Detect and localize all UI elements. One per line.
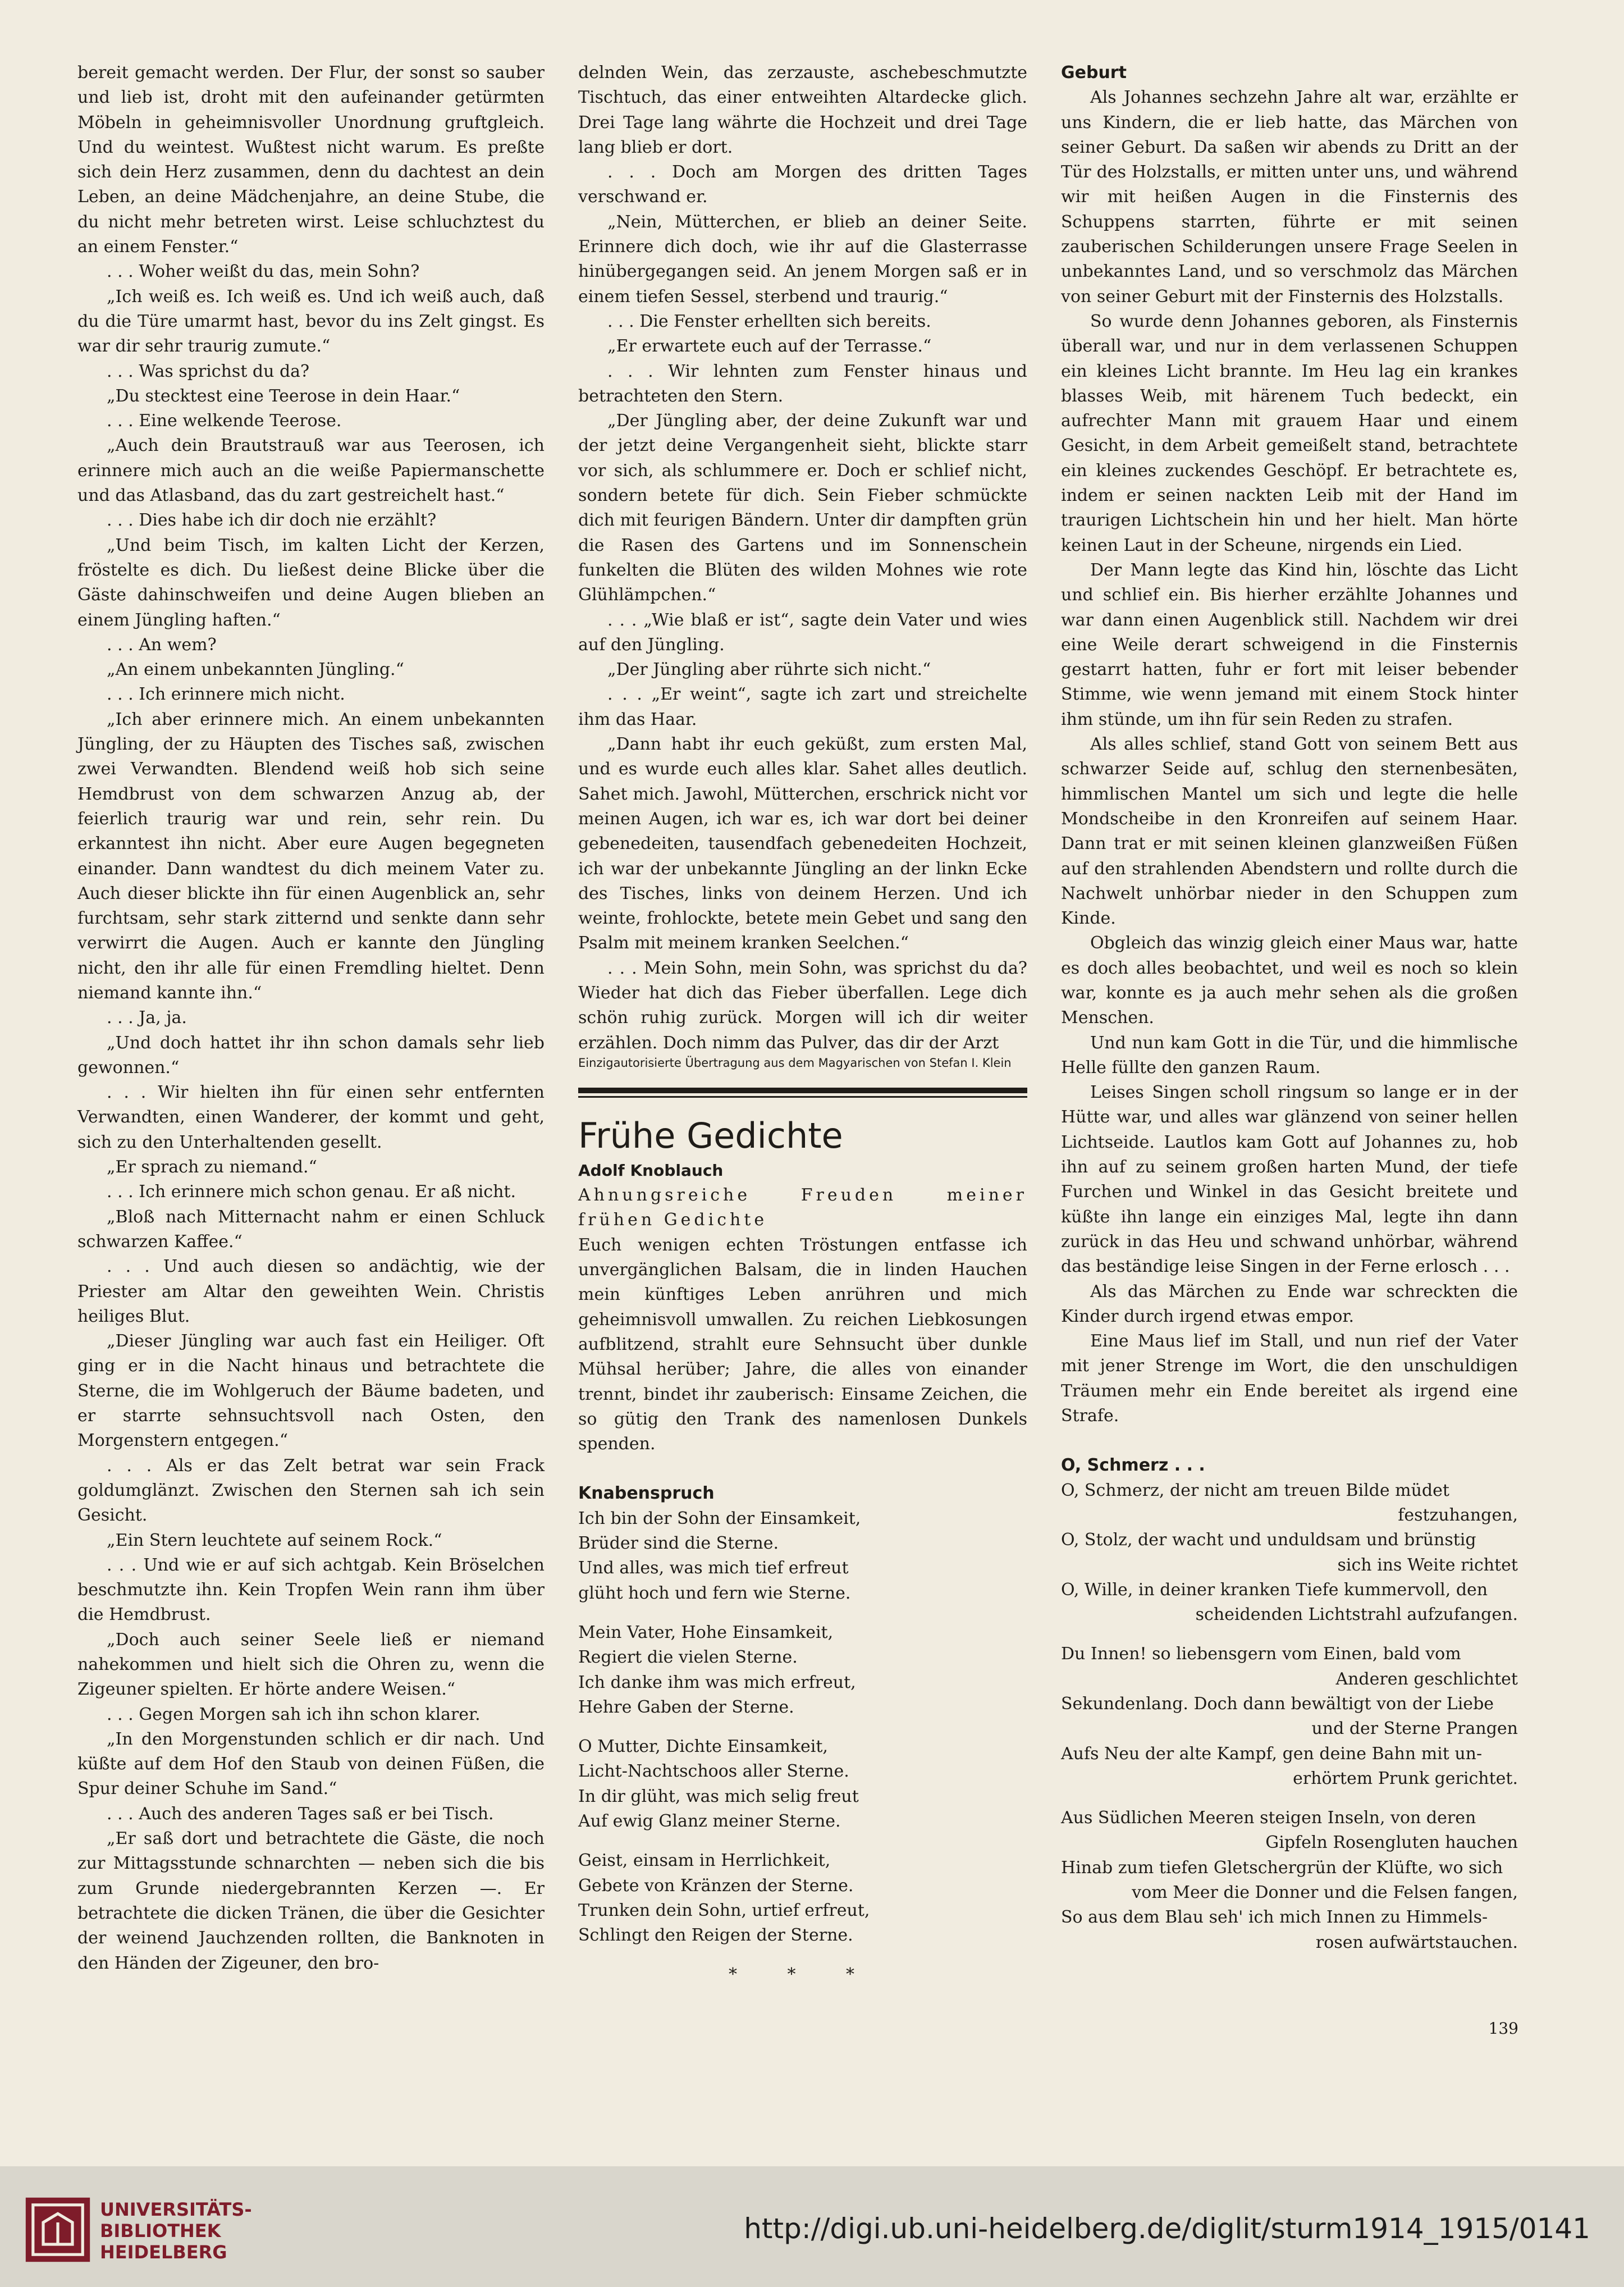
poem-line: Hehre Gaben der Sterne. — [578, 1697, 794, 1717]
poem-line: Sekundenlang. Doch dann bewältigt von der Liebe — [1061, 1694, 1494, 1714]
poem-line: Regiert die vielen Sterne. — [578, 1647, 798, 1668]
source-url-link[interactable]: http://digi.ub.uni-heidelberg.de/diglit/sturm1914_1915/0141 — [744, 2212, 1590, 2245]
paragraph: „Nein, Mütterchen, er blieb an deiner Seite. Erinnere dich doch, wie ihr auf die Glasterrasse hinübergegangen seid. An jenem Morgen saß er in einem tiefen Sessel, sterbend und traurig.“ — [578, 212, 1027, 307]
paragraph: „Er erwartete euch auf der Terrasse.“ — [607, 336, 932, 357]
poem-title-knabenspruch: Knabenspruch — [578, 1483, 715, 1504]
paragraph: Eine Maus lief im Stall, und nun rief der Vater mit jener Strenge im Wort, die den unschuldigen Träumen mehr ein Ende bereitet als irgend eine Strafe. — [1061, 1331, 1518, 1426]
paragraph: . . . Wir hielten ihn für einen sehr entfernten Verwandten, einen Wanderer, der kommt und geht, sich zu den Unterhaltenden gesellt. — [77, 1083, 545, 1152]
poem-line: Licht-Nachtschoos aller Sterne. — [578, 1761, 849, 1782]
poem-line: Ich danke ihm was mich erfreut, — [578, 1672, 856, 1692]
paragraph: . . . Die Fenster erhellten sich bereits. — [607, 311, 931, 331]
university-seal-icon — [21, 2193, 94, 2266]
poem-line: Mein Vater, Hohe Einsamkeit, — [578, 1622, 834, 1642]
poem-knabenspruch — [578, 1507, 1027, 1948]
paragraph: . . . Als er das Zelt betrat war sein Frack goldumglänzt. Zwischen den Sternen sah ich sein Gesicht. — [77, 1455, 545, 1526]
poem-stanza — [578, 1734, 1027, 1834]
poem-line: O, Wille, in deiner kranken Tiefe kummervoll, den — [1061, 1580, 1488, 1600]
paragraph: . . . Was sprichst du da? — [107, 361, 310, 381]
paragraph: Der Mann legte das Kind hin, löschte das Licht und schlief ein. Bis hierher erzählte Johannes und war dann einen Augenblick still. Nachdem wir drei eine Weile derart schweigend in die Finsternis gestarrt hatten, fuhr er fort mit leiser bebender Stimme, wie wenn jemand mit einem Stock hinter ihm stünde, um ihn für sein Reden zu strafen. — [1061, 560, 1518, 729]
paragraph: Und nun kam Gott in die Tür, und die himmlische Helle füllte den ganzen Raum. — [1061, 1033, 1518, 1078]
paragraph: . . . Dies habe ich dir doch nie erzählt? — [107, 510, 437, 531]
paragraph: bereit gemacht werden. Der Flur, der sonst so sauber und lieb ist, droht mit den aufeinander getürmten Möbeln in geheimnisvoller Unordnung gruftgleich. Und du weintest. Wußtest nicht warum. Es preßte sich dein Herz zusammen, denn du dachtest an dein Leben, an deine Mädchenjahre, an deine Stube, die du nicht mehr betreten wirst. Leise schluchztest du an einem Fenster.“ — [77, 63, 545, 257]
poem-title-schmerz: O, Schmerz . . . — [1061, 1455, 1205, 1476]
column-middle — [578, 61, 1027, 1988]
paragraph: Als Johannes sechzehn Jahre alt war, erzählte er uns Kindern, die er lieb hatte, das Märchen von seiner Geburt. Da saßen wir abends zu Dritt an der Tür des Holzstalls, er mitten unter uns, und während wir mit heißen Augen in die Finsternis des Schuppens starrten, führte er mit seinen zauberischen Schilderungen unsere Frage Seelen in unbekanntes Land, und so verschmolz das Märchen von seiner Geburt mit der Finsternis des Holzstalls. — [1061, 88, 1518, 307]
poem-line: Trunken dein Sohn, urtief erfreut, — [578, 1900, 870, 1920]
paragraph: . . . Und auch diesen so andächtig, wie der Priester am Altar den geweihten Wein. Christis heiliges Blut. — [77, 1257, 545, 1326]
poem-line: O, Stolz, der wacht und unduldsam und brünstig — [1061, 1530, 1476, 1550]
library-line-2: BIBLIOTHEK — [100, 2220, 221, 2242]
poem-line-continuation: rosen aufwärtstauchen. — [1315, 1932, 1518, 1952]
paragraph: „Er sprach zu niemand.“ — [107, 1157, 317, 1177]
poem-line-continuation: vom Meer die Donner und die Felsen fangen, — [1132, 1883, 1518, 1903]
paragraph: „Ich aber erinnere mich. An einem unbekannten Jüngling, der zu Häupten des Tisches saß, zwischen zwei Verwandten. Blendend weiß hob sich seine Hemdbrust von dem schwarzen Anzug ab, der feierlich traurig war und rein, sehr rein. Du erkanntest ihn nicht. Aber eure Augen begegneten einander. Dann wandtest du dich meinem Vater zu. Auch dieser blickte ihn für einen Augenblick an, sehr furchtsam, sehr stark zitternd und senkte dann sehr verwirrt die Augen. Auch er kannte den Jüngling nicht, den ihr alle für einen Fremdling hieltet. Denn niemand kannte ihn.“ — [77, 709, 545, 1003]
paragraph: . . . Doch am Morgen des dritten Tages verschwand er. — [578, 162, 1027, 207]
library-line-1: UNIVERSITÄTS- — [100, 2199, 252, 2220]
library-line-3: HEIDELBERG — [100, 2242, 227, 2263]
poem-stanza — [1061, 1806, 1518, 1955]
column-right — [1061, 61, 1518, 1970]
poem-line-continuation: festzuhangen, — [1398, 1505, 1518, 1525]
poem-line-continuation: scheidenden Lichtstrahl aufzufangen. — [1195, 1605, 1518, 1625]
paragraph: So wurde denn Johannes geboren, als Finsternis überall war, und nur in dem verlassenen Schuppen ein kleines Licht brannte. Im Heu lag ein krankes blasses Weib, mit härenem Tuch bedeckt, ein aufrechter Mann mit grauem Haar und einem Gesicht, in dem Arbeit gemeißelt stand, betrachtete ein kleines zuckendes Geschöpf. Er betrachtete es, indem er seinen nackten Leib mit der Hand im traurigen Lichtschein hin und her hielt. Man hörte keinen Laut in der Scheune, nirgends ein Lied. — [1061, 311, 1518, 555]
poem-line: O Mutter, Dichte Einsamkeit, — [578, 1737, 828, 1757]
paragraph: „Dieser Jüngling war auch fast ein Heiliger. Oft ging er in die Nacht hinaus und betrachtete die Sterne, die im Wohlgeruch der Bäume badeten, und er starrte sehnsuchtsvoll nach Osten, den Morgenstern entgegen.“ — [77, 1331, 545, 1451]
paragraph: „Ein Stern leuchtete auf seinem Rock.“ — [107, 1530, 442, 1550]
poem-line: Auf ewig Glanz meiner Sterne. — [578, 1811, 841, 1831]
story-geburt — [1061, 85, 1518, 1428]
paragraph: . . . Eine welkende Teerose. — [107, 411, 342, 431]
footer-bar — [0, 2166, 1624, 2287]
poem-stanza — [578, 1620, 1027, 1720]
poem-line: Brüder sind die Sterne. — [578, 1533, 779, 1554]
story-title-geburt: Geburt — [1061, 63, 1127, 83]
paragraph: . . . Ich erinnere mich schon genau. Er aß nicht. — [107, 1182, 516, 1202]
paragraph: delnden Wein, das zerzauste, aschebeschmutzte Tischtuch, das einer entweihten Altardecke glich. Drei Tage lang währte die Hochzeit und drei Tage lang blieb er dort. — [578, 63, 1027, 157]
poem-line: Hinab zum tiefen Gletschergrün der Klüfte, wo sich — [1061, 1857, 1503, 1878]
poem-line-continuation: Anderen geschlichtet — [1335, 1669, 1518, 1689]
paragraph: „Und doch hattet ihr ihn schon damals sehr lieb gewonnen.“ — [77, 1033, 545, 1078]
paragraph: „Du stecktest eine Teerose in dein Haar.“ — [107, 386, 460, 406]
paragraph: „Auch dein Brautstrauß war aus Teerosen, ich erinnere mich auch an die weiße Papiermanschette und das Atlasband, das du zart gestreichelt hast.“ — [77, 436, 545, 506]
poem-stanza — [578, 1848, 1027, 1948]
paragraph: . . . Und wie er auf sich achtgab. Kein Bröselchen beschmutzte ihn. Kein Tropfen Wein rann ihm über die Hemdbrust. — [77, 1555, 545, 1625]
poem-stanza — [578, 1507, 1027, 1606]
paragraph: „Der Jüngling aber rührte sich nicht.“ — [607, 660, 931, 680]
poem-line: Geist, einsam in Herrlichkeit, — [578, 1851, 831, 1871]
poem-schmerz — [1061, 1478, 1518, 1955]
paragraph: . . . An wem? — [107, 634, 217, 655]
poem-title: Ahnungsreiche Freuden meiner frühen Gedichte — [578, 1185, 1027, 1230]
library-name — [100, 2199, 252, 2263]
poem-line-continuation: sich ins Weite richtet — [1337, 1555, 1518, 1575]
paragraph: Als alles schlief, stand Gott von seinem Bett aus schwarzer Seide auf, schlug den sternenbesäten, himmlischen Mantel um sich und legte die helle Mondscheibe in den Kronreifen auf seinem Haar. Dann trat er mit seinen kleinen glanzweißen Füßen auf den strahlenden Abendstern und rollte durch die Nachwelt unhörbar nieder in den Schuppen zum Kinde. — [1061, 734, 1518, 929]
paragraph: „Der Jüngling aber, der deine Zukunft war und der jetzt deine Vergangenheit sieht, blickte starr vor sich, als schlummere er. Doch er schlief nicht, sondern betete für dich. Sein Fieber schmückte dich mit feurigen Bändern. Unter dir dampften grün die Rasen des Gartens und im Sonnenschein funkelten die Blüten des wilden Mohnes wie rote Glühlämpchen.“ — [578, 411, 1027, 605]
paragraph: „Bloß nach Mitternacht nahm er einen Schluck schwarzen Kaffee.“ — [77, 1207, 545, 1252]
poem-line: Du Innen! so liebensgern vom Einen, bald vom — [1061, 1644, 1461, 1664]
poem-line-continuation: Gipfeln Rosengluten hauchen — [1265, 1833, 1518, 1853]
poem-line: O, Schmerz, der nicht am treuen Bilde müdet — [1061, 1480, 1449, 1500]
poem-line: Aufs Neu der alte Kampf, gen deine Bahn mit un- — [1061, 1743, 1483, 1764]
paragraph: Als das Märchen zu Ende war schreckten die Kinder durch irgend etwas empor. — [1061, 1281, 1518, 1326]
paragraph: . . . Ich erinnere mich nicht. — [107, 684, 345, 705]
page-number: 139 — [1488, 2019, 1518, 2038]
poem-line-continuation: und der Sterne Prangen — [1311, 1719, 1518, 1739]
poem-line: Aus Südlichen Meeren steigen Inseln, von deren — [1061, 1808, 1476, 1828]
column-left — [77, 61, 545, 1976]
poem-line: In dir glüht, was mich selig freut — [578, 1786, 859, 1806]
paragraph: „Und beim Tisch, im kalten Licht der Kerzen, fröstelte es dich. Du ließest deine Blicke über die Gäste dahinschweifen und deine Augen blieben an einem Jüngling haften.“ — [77, 535, 545, 630]
paragraph: „Dann habt ihr euch geküßt, zum ersten Mal, und es wurde euch alles klar. Sahet alles deutlich. Sahet mich. Jawohl, Mütterchen, erschrick nicht vor meinen Augen, ich war es, ich war dort bei deiner gebenedeiten, tausendfach gebenedeiten Hochzeit, ich war der unbekannte Jüngling an der linkn Ecke des Tisches, links von deinem Herzen. Und ich weinte, frohlockte, betete mein Gebet und sang den Psalm mit meinem kranken Seelchen.“ — [578, 734, 1027, 953]
poem-line: Schlingt den Reigen der Sterne. — [578, 1925, 853, 1946]
paragraph: . . . Gegen Morgen sah ich ihn schon klarer. — [107, 1704, 481, 1724]
paragraph: „An einem unbekannten Jüngling.“ — [107, 660, 404, 680]
paragraph: „Er saß dort und betrachtete die Gäste, die noch zur Mittagsstunde schnarchten — neben sich die bis zum Grunde niedergebrannten Kerzen —. Er betrachtete die dicken Tränen, die über die Gesichter der weinend Jauchzenden rollten, die Banknoten in den Händen der Zigeuner, den bro- — [77, 1829, 545, 1973]
poem-line: glüht hoch und fern wie Sterne. — [578, 1583, 851, 1603]
paragraph: . . . „Wie blaß er ist“, sagte dein Vater und wies auf den Jüngling. — [578, 610, 1027, 655]
paragraph: Leises Singen scholl ringsum so lange er in der Hütte war, und alles war glänzend von seiner hellen Lichtseide. Lautlos kam Gott auf Johannes zu, hob ihn auf zu seinem großen harten Mund, der tiefe Furchen und Winkel in das Gesicht breitete und küßte ihn lange ein einziges Mal, legte ihn dann zurück in das Heu und schwand unhörbar, während das beständige leise Singen in der Ferne erlosch . . . — [1061, 1083, 1518, 1277]
paragraph: . . . Mein Sohn, mein Sohn, was sprichst du da? Wieder hat dich das Fieber überfallen. Lege dich schön ruhig zurück. Morgen will ich dir weiter erzählen. Doch nimm das Pulver, das dir der Arzt — [578, 958, 1027, 1053]
poem-line: So aus dem Blau seh' ich mich Innen zu Himmels- — [1061, 1907, 1488, 1928]
poem-author: Adolf Knoblauch — [578, 1161, 724, 1180]
paragraph: Obgleich das winzig gleich einer Maus war, hatte es doch alles beobachtet, und weil es noch so klein war, konnte es ja auch mehr sehen als die großen Menschen. — [1061, 933, 1518, 1028]
poem-stanza — [1061, 1642, 1518, 1791]
section-title: Frühe Gedichte — [578, 1115, 843, 1156]
poem-line: Und alles, was mich tief erfreut — [578, 1558, 849, 1578]
paragraph: „Doch auch seiner Seele ließ er niemand nahekommen und hielt sich die Ohren zu, wenn die Zigeuner spielten. Er hörte andere Weisen.“ — [77, 1629, 545, 1700]
paragraph: . . . Wir lehnten zum Fenster hinaus und betrachteten den Stern. — [578, 361, 1027, 406]
prose-poem: Euch wenigen echten Tröstungen entfasse ich unvergänglichen Balsam, die in linden Hauchen mein künftiges Leben anrühren und mich geheimnisvoll umwallen. Zu reichen Liebkosungen aufblitzend, strahlt eure Sehnsucht über dunkle Mühsal herüber; Jahre, die alles von einander trennt, bindet ihr zauberisch: Einsame Zeichen, die so gütig den Trank des namenlosen Dunkels spenden. — [578, 1235, 1027, 1454]
translation-credit: Einzigautorisierte Übertragung aus dem Magyarischen von Stefan I. Klein — [578, 1056, 1012, 1070]
paragraph: . . . „Er weint“, sagte ich zart und streichelte ihm das Haar. — [578, 684, 1027, 729]
section-stars: * * * — [728, 1965, 877, 1985]
paragraph: „In den Morgenstunden schlich er dir nach. Und küßte auf dem Hof den Staub von deinen Füßen, die Spur deiner Schuhe im Sand.“ — [77, 1729, 545, 1799]
paragraph: „Ich weiß es. Ich weiß es. Und ich weiß auch, daß du die Türe umarmt hast, bevor du ins Zelt gingst. Es war dir sehr traurig zumute.“ — [77, 286, 545, 357]
paragraph: . . . Auch des anderen Tages saß er bei Tisch. — [107, 1804, 494, 1824]
paragraph: . . . Ja, ja. — [107, 1008, 187, 1028]
poem-line-continuation: erhörtem Prunk gerichtet. — [1293, 1768, 1518, 1788]
section-divider — [578, 1088, 1027, 1098]
poem-line: Ich bin der Sohn der Einsamkeit, — [578, 1508, 861, 1528]
poem-line: Gebete von Kränzen der Sterne. — [578, 1875, 854, 1896]
paragraph: . . . Woher weißt du das, mein Sohn? — [107, 262, 420, 282]
poem-stanza — [1061, 1478, 1518, 1628]
story-continuation — [578, 61, 1027, 1056]
